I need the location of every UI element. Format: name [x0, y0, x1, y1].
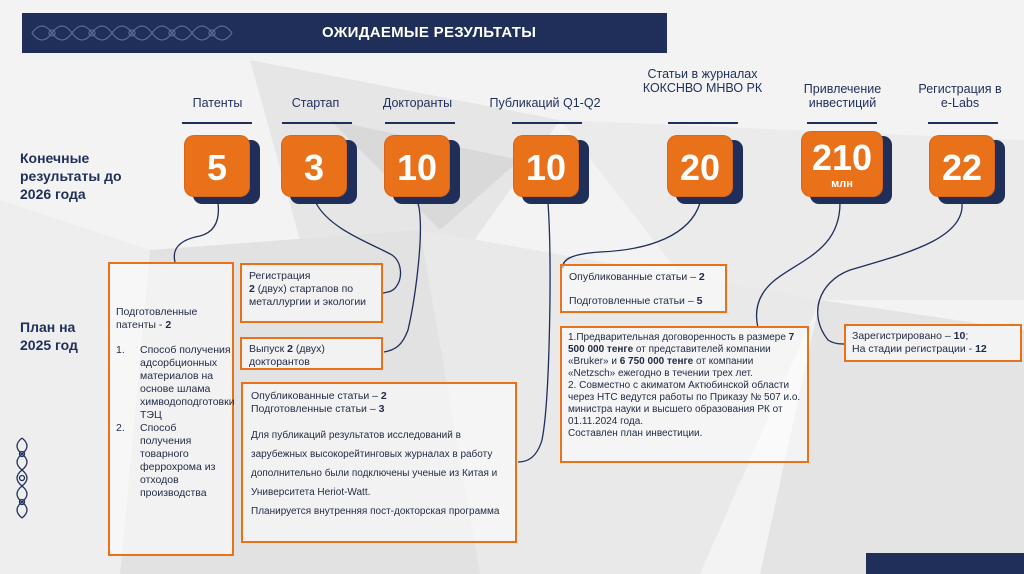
value-box-elabs [930, 136, 994, 196]
list-item: 2. Способ получения товарного феррохрома из отходов производства [116, 422, 216, 499]
value-elabs: 22 [941, 147, 983, 188]
investment-plan-box [560, 326, 809, 463]
value-box-patents [185, 136, 249, 196]
investment-para2: 2. Совместно с акиматом Актюбинской области через НТС ведутся работы по Приказу № 507 и.о. министра науки и высшего образования РК от 01.11.2024 года. [568, 380, 801, 427]
value-investment: 210 [811, 137, 873, 178]
value-box-doctoral [385, 136, 449, 196]
publications-para2: Планируется внутренняя пост-докторская программа [251, 506, 500, 517]
plan-label: План на 2025 год [20, 319, 78, 353]
investment-para1: 1.Предварительная договоренность в размере 7 500 000 тенге от представителей компании «Bruker» и 6 750 000 тенге от компании «Netzsch» ежегодно в течении трех лет. [568, 332, 795, 379]
publications-para1: Для публикаций результатов исследований в зарубежных высокорейтинговых журналах в работу дополнительно были подключены ученые из Китая и Университета Heriot-Watt. [251, 430, 498, 498]
value-box-startup [282, 136, 346, 196]
startup-line2: 2 (двух) стартапов по металлургии и экологии [249, 283, 367, 308]
articles-plan-box [560, 264, 727, 313]
elabs-in-progress: На стадии регистрации - 12 [852, 343, 987, 355]
startup-plan-box [240, 263, 383, 323]
column-heading-publications: Публикаций Q1-Q2 [489, 96, 601, 110]
elabs-plan-box [844, 324, 1022, 362]
list-item: 1. Способ получения адсорбционных материалов на основе шлама химводоподготовки ТЭЦ [116, 344, 235, 421]
publications-prepared: Подготовленные статьи – 3 [251, 403, 385, 415]
publications-plan-box [241, 382, 517, 543]
value-startup: 3 [303, 147, 325, 188]
articles-published: Опубликованные статьи – 2 [569, 271, 705, 283]
articles-prepared: Подготовленные статьи – 5 [569, 295, 703, 307]
page-title: ОЖИДАЕМЫЕ РЕЗУЛЬТАТЫ [322, 24, 537, 41]
final-results-label: Конечные результаты до 2026 года [20, 150, 122, 202]
value-doctoral: 10 [396, 147, 438, 188]
column-heading-doctoral: Докторанты [382, 96, 453, 110]
startup-line1: Регистрация [249, 270, 311, 282]
column-heading-investment: Привлечение инвестиций [803, 82, 882, 110]
value-articles: 20 [679, 147, 721, 188]
investment-para3: Составлен план инвестиции. [568, 428, 703, 439]
value-publications: 10 [525, 147, 567, 188]
column-heading-elabs: Регистрация в e-Labs [918, 82, 1002, 110]
elabs-registered: Зарегистрировано – 10; [852, 330, 969, 342]
doctoral-plan-box: Выпуск 2 (двух) докторантов [240, 337, 383, 370]
value-box-investment [802, 132, 882, 196]
patents-plan-box [108, 262, 234, 556]
value-investment-unit: млн [831, 178, 853, 190]
patents-intro: Подготовленные патенты - 2 [116, 306, 198, 331]
column-heading-startup: Стартап [291, 96, 340, 110]
value-patents: 5 [206, 147, 228, 188]
column-heading-patents: Патенты [192, 96, 243, 110]
value-box-articles [668, 136, 732, 196]
column-heading-articles: Статьи в журналах КОКСНВО МНВО РК [642, 67, 763, 95]
publications-published: Опубликованные статьи – 2 [251, 390, 387, 402]
value-box-publications [514, 136, 578, 196]
